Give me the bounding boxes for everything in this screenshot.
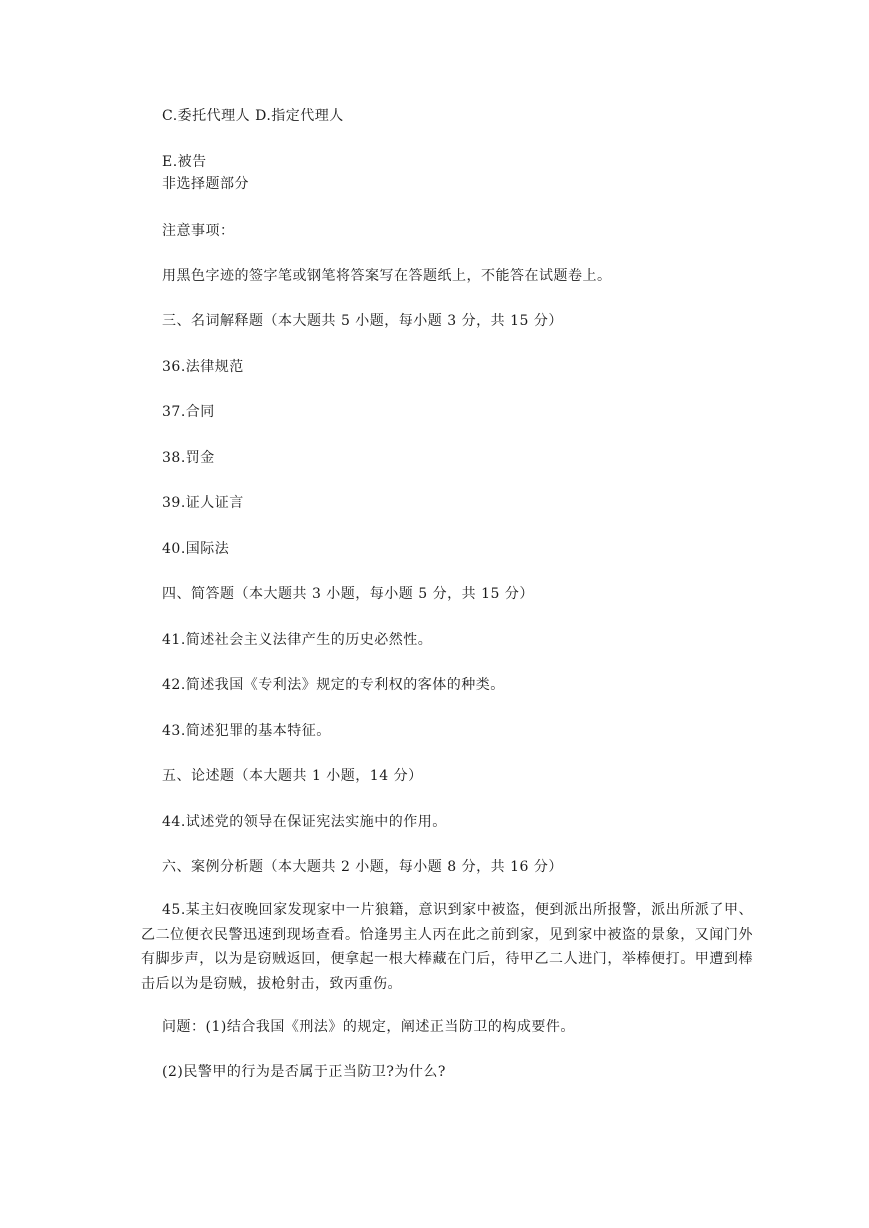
section-nonchoice-heading: 非选择题部分 (162, 176, 249, 192)
option-e: E.被告 (162, 154, 207, 170)
question-45-case: 45.某主妇夜晚回家发现家中一片狼籍，意识到家中被盗，便到派出所报警，派出所派了甲、乙二位便衣民警迅速到现场查看。恰逢男主人丙在此之前到家，见到家中被盗的景象，又闻门外有脚步声，以为是窃贼返回，便拿起一根大棒藏在门后，待甲乙二人进门，举棒便打。甲遭到棒击后以为是窃贼，拔枪射击，致丙重伤。 (141, 902, 753, 992)
options-c-d: C.委托代理人 D.指定代理人 (162, 108, 344, 124)
section-3-heading: 三、名词解释题（本大题共 5 小题，每小题 3 分，共 15 分） (162, 313, 563, 329)
section-6-heading: 六、案例分析题（本大题共 2 小题，每小题 8 分，共 16 分） (162, 859, 563, 875)
notice-title: 注意事项： (162, 223, 235, 239)
section-4-heading: 四、简答题（本大题共 3 小题，每小题 5 分，共 15 分） (162, 586, 534, 602)
question-45-sub-2: (2)民警甲的行为是否属于正当防卫?为什么? (162, 1064, 446, 1080)
question-39: 39.证人证言 (162, 495, 244, 511)
question-44: 44.试述党的领导在保证宪法实施中的作用。 (162, 814, 447, 830)
section-5-heading: 五、论述题（本大题共 1 小题，14 分） (162, 768, 423, 784)
question-43: 43.简述犯罪的基本特征。 (162, 723, 331, 739)
question-38: 38.罚金 (162, 450, 215, 466)
question-45-sub-1: 问题：(1)结合我国《刑法》的规定，阐述正当防卫的构成要件。 (162, 1019, 575, 1035)
question-41: 41.简述社会主义法律产生的历史必然性。 (162, 632, 433, 648)
question-37: 37.合同 (162, 404, 215, 420)
question-42: 42.简述我国《专利法》规定的专利权的客体的种类。 (162, 677, 505, 693)
notice-body: 用黑色字迹的签字笔或钢笔将答案写在答题纸上，不能答在试题卷上。 (162, 268, 612, 284)
question-36: 36.法律规范 (162, 359, 244, 375)
question-40: 40.国际法 (162, 541, 230, 557)
